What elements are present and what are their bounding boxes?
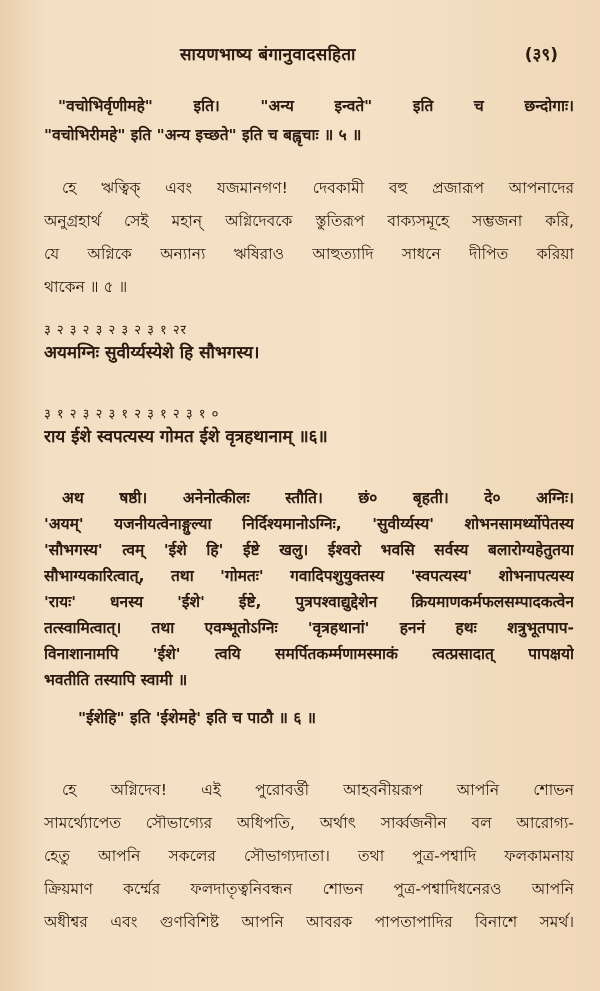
text-line: "वचोभिरीमहे" इति "अन्य इच्छते" इति च बह्वृचाः ॥ ५ ॥ <box>44 126 362 144</box>
text-line: হেতু আপনি সকলের সৌভাগ্যদাতা। তথা পুত্র-পশ্বাদি ফলকামনায় <box>44 847 574 865</box>
bengali-translation-2 <box>44 778 574 943</box>
text-line: 'अयम्' यजनीयत्वेनाङ्गुल्या निर्दिश्यमानोऽग्निः, 'सुवीर्य्यस्य' शोभनसामर्थ्योपेतस्य <box>44 515 574 533</box>
bengali-translation-1 <box>44 176 574 308</box>
running-title: सायणभाष्य बंगानुवादसहिता <box>180 45 356 65</box>
page-number: (३९) <box>524 45 558 65</box>
text-line: 'सौभगस्य' त्वम् 'ईशे हि' ईष्टे खलु। ईश्वरो भवसि सर्वस्य बलारोग्यहेतुतया <box>44 541 574 559</box>
text-line: "वचोभिर्वृणीमहे" इति। "अन्य इन्वते" इति च छन्दोगाः। <box>58 97 574 115</box>
mantra-text: राय ईशे स्वपत्यस्य गोमत ईशे वृत्रहथानाम् ॥६॥ <box>44 427 328 447</box>
text-line: অনুগ্রহার্থ সেই মহান্ অগ্নিদেবকে স্তুতিরূপ বাক্যসমূহে সম্ভজনা করি, <box>44 212 574 230</box>
text-line: विनाशानामपि 'ईशे' त्वयि समर्पितकर्म्मणामस्माकं त्वत्प्रसादात् पापक्षयो <box>44 645 574 663</box>
sanskrit-verse-note <box>44 94 574 152</box>
text-line: হে অগ্নিদেব! এই পুরোবর্ত্তী আহবনীয়রূপ আপনি শোভন <box>62 781 574 799</box>
svara-notation: ३ १ २ ३ २ ३ १ २ ३ १ २ ३ १ ० <box>44 407 220 422</box>
text-line: 'रायः' धनस्य 'ईशे' ईष्टे, पुत्रपश्वाद्युद्देशेन क्रियमाणकर्मफलसम्पादकत्वेन <box>44 593 574 611</box>
text-line: "ईशेहि" इति 'ईशेमहे' इति च पाठौ ॥ ६ ॥ <box>78 709 317 727</box>
mantra-verse-1 <box>44 320 574 370</box>
mantra-verse-2 <box>44 404 574 454</box>
variant-reading <box>44 706 574 736</box>
text-line: सौभाग्यकारित्वात्, तथा 'गोमतः' गवादिपशुयुक्तस्य 'स्वपत्यस्य' शोभनापत्यस्य <box>44 567 574 585</box>
sayana-commentary <box>44 486 574 694</box>
text-line: যে অগ্নিকে অন্যান্য ঋষিরাও আহুত্যাদি সাধনে দীপিত করিয়া <box>44 245 574 263</box>
text-line: ক্রিয়মাণ কর্ম্মের ফলদাতৃত্বনিবন্ধন শোভন পুত্র-পশ্বাদিধনেরও আপনি <box>44 880 574 898</box>
svara-notation: ३ २ ३ २ ३ २ ३ २ ३ १ २र <box>44 323 188 338</box>
running-header <box>0 42 600 72</box>
text-line: সামর্থ্যোপেত সৌভাগ্যের অধিপতি, অর্থাৎ সার্ব্বজনীন বল আরোগ্য- <box>44 814 574 832</box>
mantra-text: अयमग्निः सुवीर्य्यस्येशे हि सौभगस्य। <box>44 343 260 363</box>
text-line: হে ঋত্বিক্ এবং যজমানগণ! দেবকামী বহু প্রজারূপ আপনাদের <box>62 179 574 197</box>
text-line: থাকেন ॥ ৫ ॥ <box>44 278 128 296</box>
text-line: अथ षष्ठी। अनेनोत्कीलः स्तौति। छं० बृहती। दे० अग्निः। <box>62 489 574 507</box>
text-line: অধীশ্বর এবং গুণবিশিষ্ট আপনি আবরক পাপতাপাদির বিনাশে সমর্থ। <box>44 913 574 931</box>
text-line: भवतीति तस्यापि स्वामी ॥ <box>44 671 188 689</box>
text-line: तत्स्वामित्वात्। तथा एवम्भूतोऽग्निः 'वृत्रहथानां' हननं हथः शत्रुभूतपाप- <box>44 619 574 637</box>
